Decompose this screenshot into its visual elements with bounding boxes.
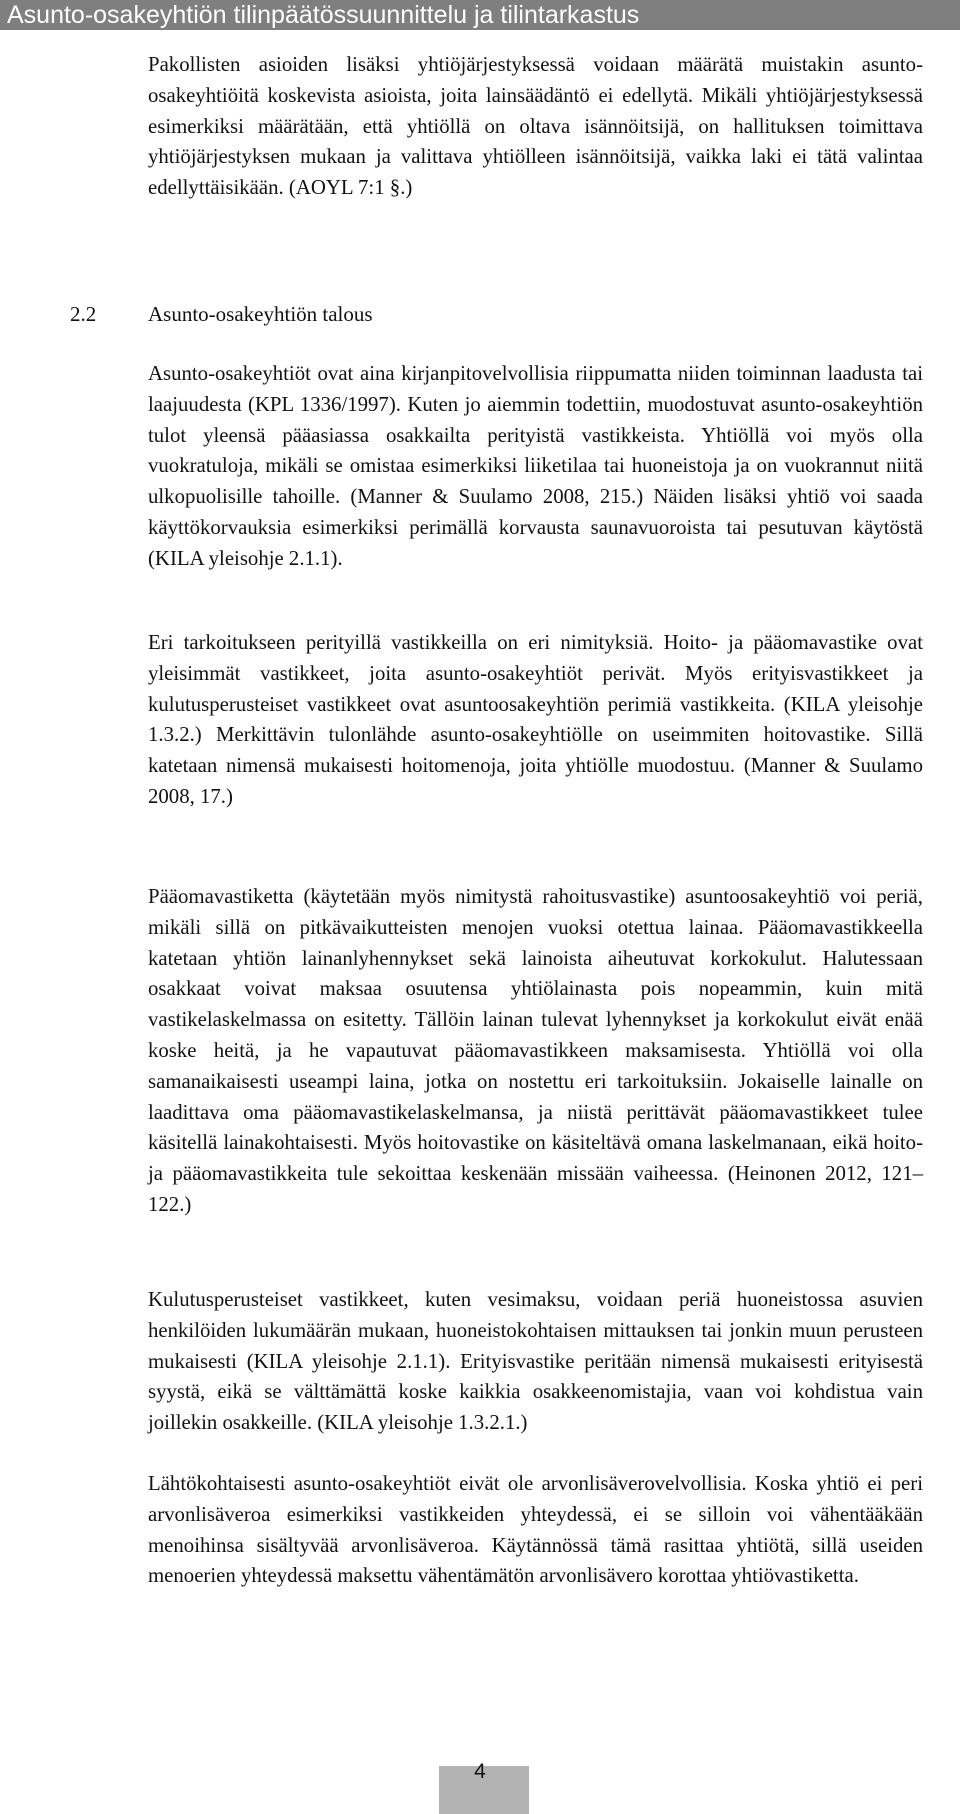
page-number: 4	[474, 1760, 486, 1783]
section-heading-title: Asunto-osakeyhtiön talous	[148, 302, 373, 326]
paragraph-charge-types: Eri tarkoitukseen perityillä vastikkeilla on eri nimityksiä. Hoito- ja pääomavastike ovat yleisimmät vastikkeet, joita asunto-osakeyhtiöt perivät. Myös erityisvastikkeet ja kulutusperusteiset vastikkeet ovat asuntoosakeyhtiön perimiä vastikkeita. (KILA yleisohje 1.3.2.) Merkittävin tulonlähde asunto-osakeyhtiölle on useimmiten hoitovastike. Sillä katetaan nimensä mukaisesti hoitomenoja, joita yhtiölle muodostuu. (Manner & Suulamo 2008, 17.)	[148, 631, 923, 808]
paragraph-finances: Asunto-osakeyhtiöt ovat aina kirjanpitovelvollisia riippumatta niiden toiminnan laadusta tai laajuudesta (KPL 1336/1997). Kuten jo aiemmin todettiin, muodostuvat asunto-osakeyhtiön tulot yleensä pääasiassa osakkailta perityistä vastikkeista. Yhtiöllä voi myös olla vuokratuloja, mikäli se omistaa esimerkiksi liiketilaa tai huoneistoja ja on vuokrannut niitä ulkopuolisille tahoille. (Manner & Suulamo 2008, 215.) Näiden lisäksi yhtiö voi saada käyttökorvauksia esimerkiksi perimällä korvausta saunavuoroista tai pesutuvan käytöstä (KILA yleisohje 2.1.1).	[148, 362, 923, 570]
running-header-title: Asunto-osakeyhtiön tilinpäätössuunnittelu ja tilintarkastus	[7, 1, 640, 29]
paragraph-articles-of-association: Pakollisten asioiden lisäksi yhtiöjärjestyksessä voidaan määrätä muistakin asunto-osakeyhtiöitä koskevista asioista, joita lainsäädäntö ei edellytä. Mikäli yhtiöjärjestyksessä esimerkiksi määrätään, että yhtiöllä on oltava isännöitsijä, on hallituksen toimittava yhtiöjärjestyksen mukaan ja valittava yhtiölleen isännöitsijä, vaikka laki ei tätä valintaa edellyttäisikään. (AOYL 7:1 §.)	[148, 53, 923, 200]
section-heading	[70, 299, 96, 329]
paragraph-usage-based-charges: Kulutusperusteiset vastikkeet, kuten vesimaksu, voidaan periä huoneistossa asuvien henkilöiden lukumäärän mukaan, huoneistokohtaisen mittauksen tai jonkin muun perusteen mukaisesti (KILA yleisohje 2.1.1). Erityisvastike peritään nimensä mukaisesti erityisestä syystä, eikä se välttämättä koske kaikkia osakkeenomistajia, vaan voi kohdistua vain joillekin osakkeille. (KILA yleisohje 1.3.2.1.)	[148, 1288, 923, 1435]
section-heading-number: 2.2	[70, 302, 97, 326]
paragraph-vat: Lähtökohtaisesti asunto-osakeyhtiöt eivät ole arvonlisäverovelvollisia. Koska yhtiö ei peri arvonlisäveroa esimerkiksi vastikkeiden yhteydessä, ei se silloin voi vähentääkään menoihinsa sisältyvää arvonlisäveroa. Käytännössä tämä rasittaa yhtiötä, sillä useiden menoerien yhteydessä maksettu vähentämätön arvonlisävero korottaa yhtiövastiketta.	[148, 1472, 923, 1588]
section-heading-title-wrap	[148, 299, 373, 329]
paragraph-capital-charge: Pääomavastiketta (käytetään myös nimitystä rahoitusvastike) asuntoosakeyhtiö voi periä, mikäli sillä on pitkävaikutteisten menojen vuoksi otettua lainaa. Pääomavastikkeella katetaan yhtiön lainanlyhennykset sekä lainoista aiheutuvat korkokulut. Halutessaan osakkaat voivat maksaa osuutensa yhtiölainasta pois nopeammin, kuin mitä vastikelaskelmassa on esitetty. Tällöin lainan tulevat lyhennykset ja korkokulut eivät enää koske heitä, ja he vapautuvat pääomavastikkeen maksamisesta. Yhtiöllä voi olla samanaikaisesti useampi laina, jotka on nostettu eri tarkoituksiin. Jokaiselle lainalle on laadittava oma pääomavastikelaskelmansa, ja niistä perittävät pääomavastikkeet tulee käsitellä lainakohtaisesti. Myös hoitovastike on käsiteltävä omana laskelmanaan, eikä hoito- ja pääomavastikkeita tule sekoittaa keskenään missään vaiheessa. (Heinonen 2012, 121–122.)	[148, 885, 923, 1216]
running-header	[0, 0, 960, 30]
